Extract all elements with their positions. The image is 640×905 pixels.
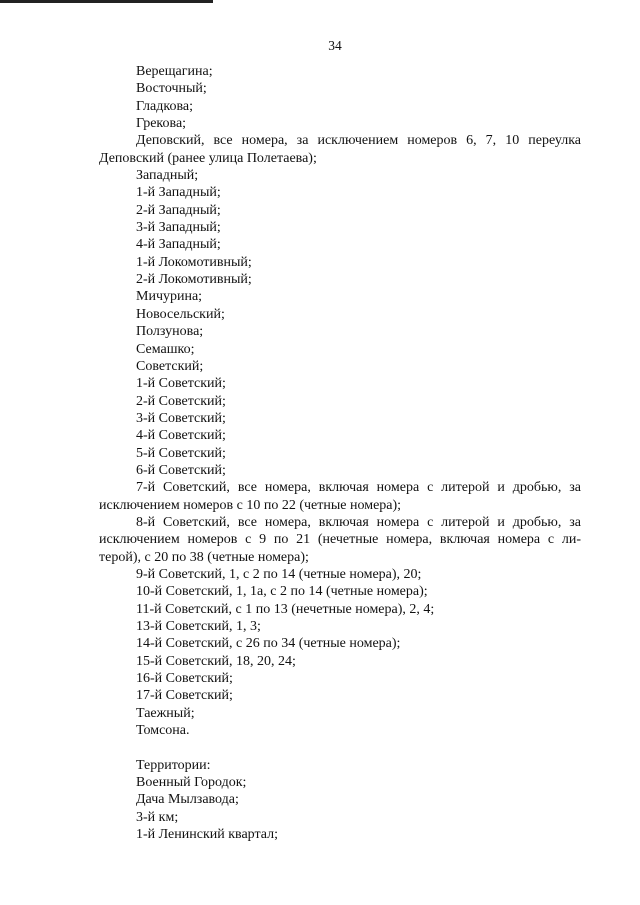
paragraph-line: исключением номеров с 9 по 21 (нечетные номера, включая номера с ли- [99, 532, 581, 548]
paragraph-line: 7-й Советский, все номера, включая номера с литерой и дробью, за [136, 480, 581, 496]
list-item: Военный Городок; [136, 775, 247, 791]
top-rule [0, 0, 213, 3]
list-item: Верещагина; [136, 64, 213, 79]
list-item: Мичурина; [136, 289, 203, 305]
paragraph-line: 8-й Советский, все номера, включая номера с литерой и дробью, за [136, 514, 581, 530]
list-item: Советский; [136, 358, 204, 374]
list-item: 16-й Советский; [136, 671, 233, 687]
list-item: 2-й Локомотивный; [136, 272, 252, 288]
page-number: 34 [328, 38, 342, 53]
list-item: Восточный; [136, 81, 207, 97]
list-item: 14-й Советский, с 26 по 34 (четные номера); [136, 636, 401, 652]
document-body [99, 63, 581, 843]
list-item: Грекова; [136, 116, 187, 132]
list-item: 11-й Советский, с 1 по 13 (нечетные номера), 2, 4; [136, 601, 435, 617]
list-item: Семашко; [136, 341, 195, 357]
list-item: Дача Мылзавода; [136, 792, 239, 808]
list-item: Гладкова; [136, 98, 193, 114]
paragraph-line: исключением номеров с 10 по 22 (четные номера); [99, 497, 402, 513]
section-heading: Территории: [136, 757, 211, 773]
paragraph-line: Деповский, все номера, за исключением номеров 6, 7, 10 переулка [136, 133, 581, 149]
list-item: 9-й Советский, 1, с 2 по 14 (четные номера), 20; [136, 566, 422, 582]
list-item: 2-й Советский; [136, 393, 226, 409]
list-item: 6-й Советский; [136, 462, 226, 478]
list-item: 1-й Ленинский квартал; [136, 827, 279, 843]
list-item: 1-й Советский; [136, 376, 226, 392]
list-item: Таежный; [136, 705, 195, 721]
list-item: 4-й Советский; [136, 428, 226, 444]
list-item: 1-й Локомотивный; [136, 254, 252, 270]
list-item: 4-й Западный; [136, 237, 221, 253]
list-item: 3-й Западный; [136, 220, 221, 236]
list-item: 5-й Советский; [136, 445, 226, 461]
blank-line [99, 739, 581, 756]
list-item: 3-й Советский; [136, 410, 226, 426]
paragraph-line: терой), с 20 по 38 (четные номера); [99, 549, 309, 565]
list-item: 17-й Советский; [136, 688, 233, 704]
list-item: 1-й Западный; [136, 185, 221, 201]
list-item: Ползунова; [136, 324, 204, 340]
list-item: 13-й Советский, 1, 3; [136, 619, 261, 634]
list-item: Западный; [136, 168, 199, 184]
list-item: Томсона. [136, 723, 190, 739]
paragraph-line: Деповский (ранее улица Полетаева); [99, 150, 317, 166]
list-item: 10-й Советский, 1, 1а, с 2 по 14 (четные номера); [136, 584, 428, 600]
list-item: 15-й Советский, 18, 20, 24; [136, 653, 296, 669]
list-item: 2-й Западный; [136, 202, 221, 218]
list-item: Новосельский; [136, 306, 225, 322]
list-item: 3-й км; [136, 809, 179, 825]
